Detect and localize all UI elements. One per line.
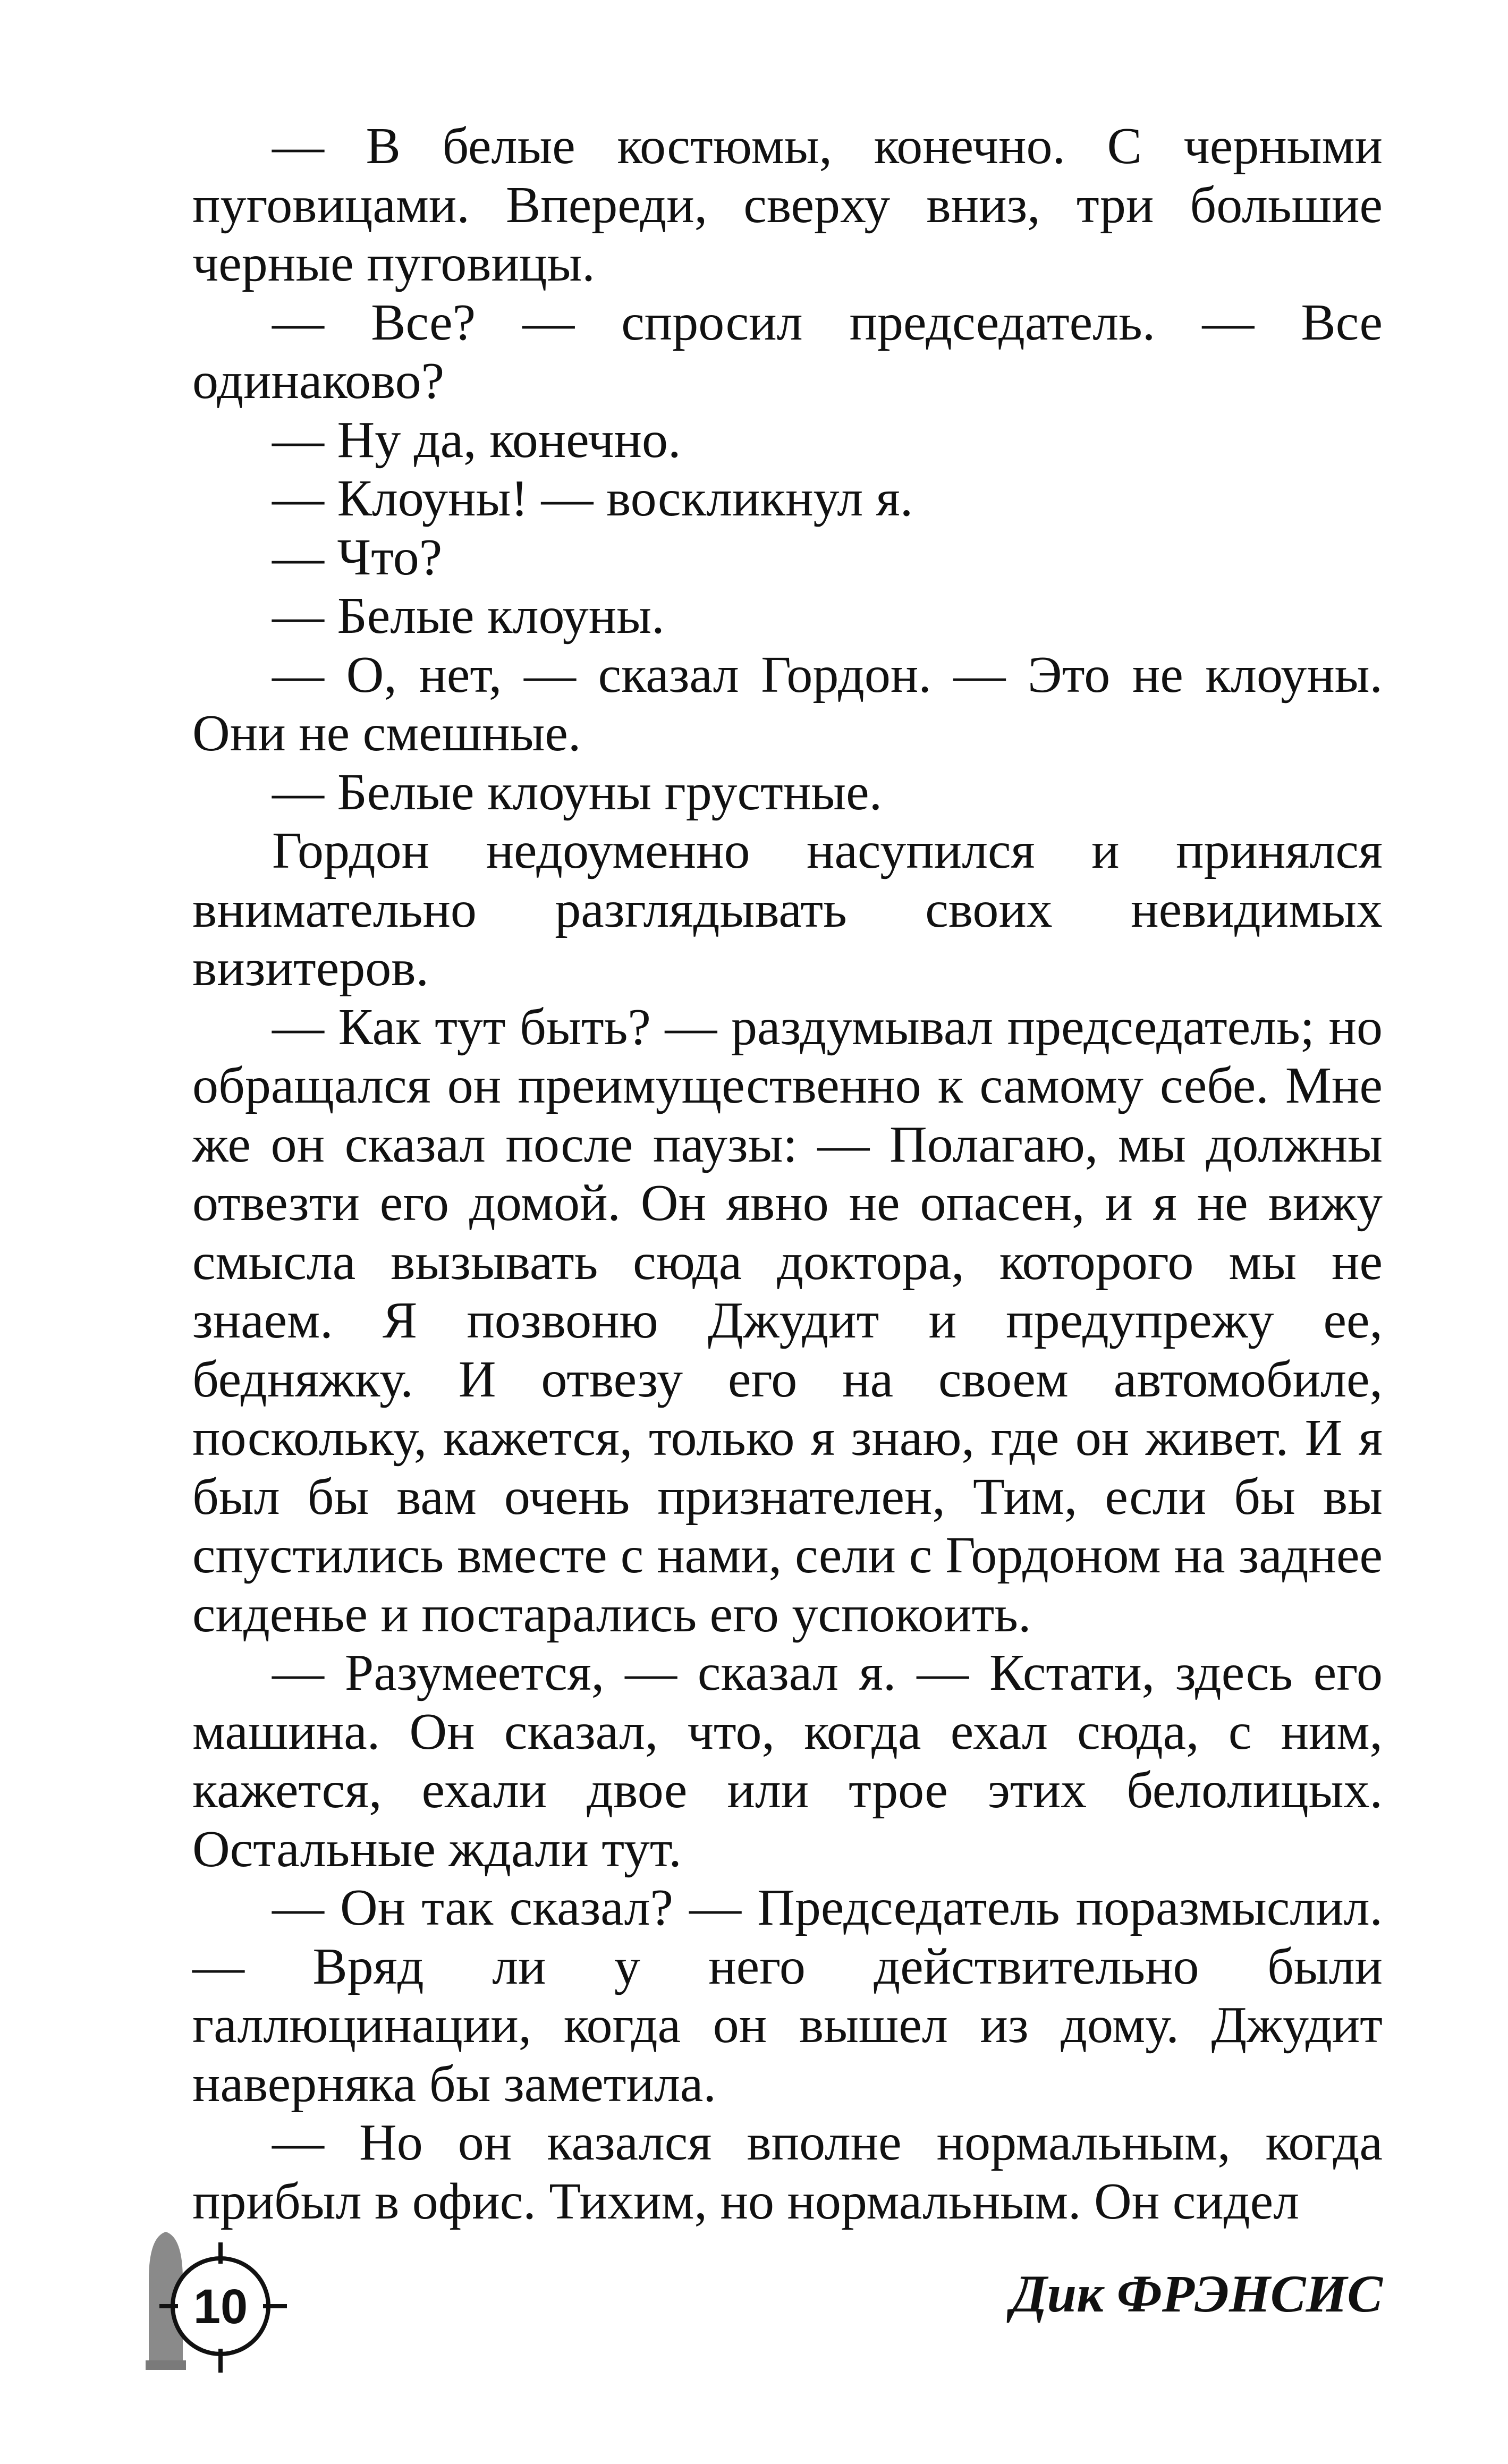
paragraph: — Но он казался вполне нормальным, когда прибыл в офис. Тихим, но нормальным. Он сидел	[192, 2114, 1383, 2230]
page-number: 10	[193, 2280, 248, 2334]
paragraph: — В белые костюмы, конечно. С черными пуговицами. Впереди, сверху вниз, три большие черные пуговицы.	[192, 117, 1383, 292]
paragraph: — Клоуны! — воскликнул я.	[272, 470, 913, 527]
page-number-badge	[128, 2205, 303, 2381]
paragraph: — Как тут быть? — раздумывал председатель; но обращался он преимущественно к самому себе. Мне же он сказал после паузы: — Полагаю, мы должны отвезти его домой. Он явно не опасен, и я не вижу смысла вызывать сюда доктора, которого мы не знаем. Я позвоню Джудит и предупрежу ее, бедняжку. И отвезу его на своем автомобиле, поскольку, кажется, только я знаю, где он живет. И я был бы вам очень признателен, Тим, если бы вы спустились вместе с нами, сели с Гордоном на заднее сиденье и постарались его успокоить.	[192, 998, 1383, 1643]
paragraph: — Ну да, конечно.	[272, 411, 681, 469]
paragraph: — Разумеется, — сказал я. — Кстати, здесь его машина. Он сказал, что, когда ехал сюда, с ним, кажется, ехали двое или трое этих белолицых. Остальные ждали тут.	[192, 1644, 1383, 1878]
paragraph: — О, нет, — сказал Гордон. — Это не клоуны. Они не смешные.	[192, 646, 1383, 762]
paragraph: — Что?	[272, 528, 443, 586]
paragraph: Гордон недоуменно насупился и принялся внимательно разглядывать своих невидимых визитеров.	[192, 822, 1383, 997]
paragraph: — Белые клоуны грустные.	[272, 763, 883, 821]
paragraph: — Он так сказал? — Председатель поразмыслил. — Вряд ли у него действительно были галлюцинации, когда он вышел из дому. Джудит наверняка бы заметила.	[192, 1879, 1383, 2113]
page-body-text	[192, 117, 1383, 2231]
running-footer-author: Дик ФРЭНСИС	[1011, 2264, 1383, 2323]
paragraph: — Белые клоуны.	[272, 587, 665, 645]
paragraph: — Все? — спросил председатель. — Все одинаково?	[192, 293, 1383, 410]
crosshair-bullet-icon	[128, 2205, 303, 2381]
